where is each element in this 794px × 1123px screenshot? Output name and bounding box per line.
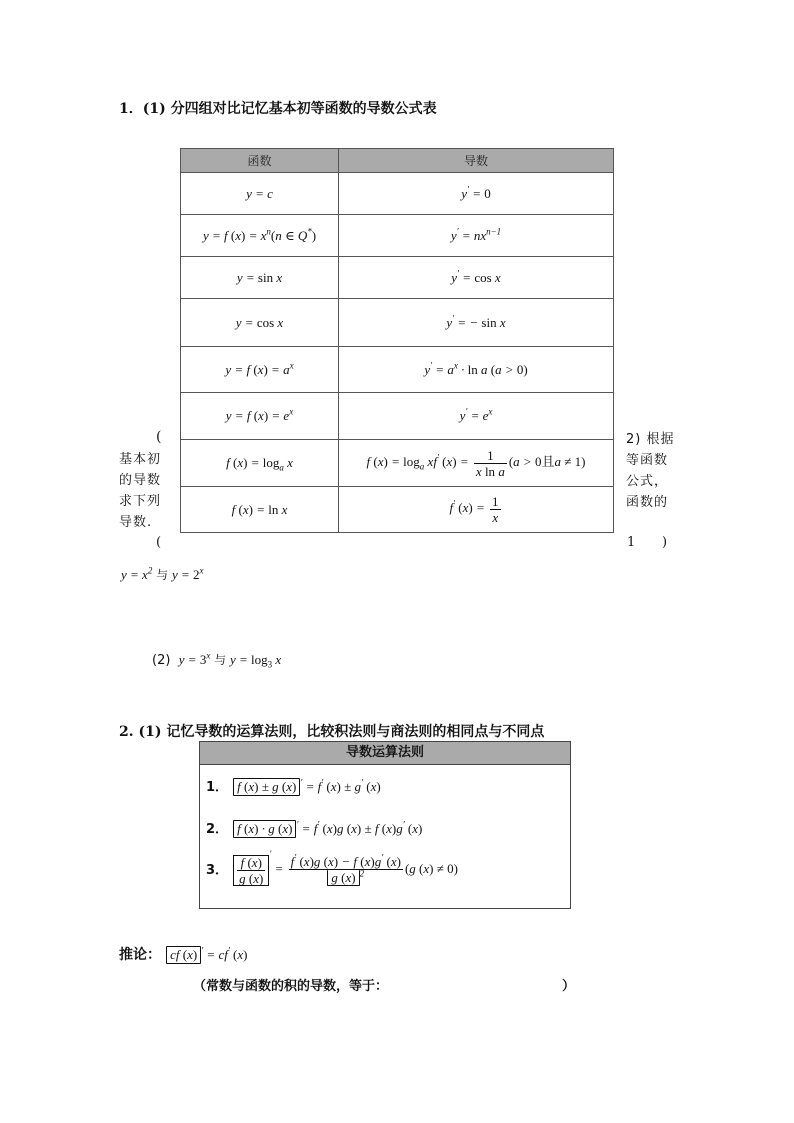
function-cell: [181, 257, 339, 299]
col-derivative-header: 导数: [339, 149, 614, 173]
rule-number: 2．: [206, 822, 229, 837]
derivative-cell: [339, 173, 614, 215]
rule-3: [206, 849, 458, 886]
table-row: [181, 215, 614, 257]
function-cell: [181, 215, 339, 257]
formula: y = f $(x) = x^n(n$ ∈ Q*): [202, 226, 317, 243]
left-side-text: [119, 449, 161, 533]
formula: $y' = e^x$: [459, 406, 493, 423]
formula: f′ (x) = $\frac{1}{x}$: [449, 494, 499, 525]
derivative-cell: [339, 257, 614, 299]
function-cell: [181, 173, 339, 215]
derivative-cell: [339, 440, 614, 487]
table-row: [181, 393, 614, 440]
left-paren-2: (: [156, 535, 162, 550]
formula: f (x) = ln x: [231, 501, 288, 517]
formula: y = f $(x) = e^x$: [225, 406, 294, 423]
formula: cf (x) ′ = cf′ (x): [166, 947, 247, 962]
formula: $y' = nx^{n-1}$: [450, 226, 502, 243]
inference: [119, 944, 248, 964]
derivative-cell: [339, 393, 614, 440]
right-side-line: 函数的: [626, 495, 669, 510]
formula: f (x) · g (x) ′ = f′ (x)g (x) ± f (x)g′ (x): [233, 821, 422, 836]
left-side-line: 导数.: [119, 515, 153, 530]
note-close: ）: [562, 979, 576, 994]
formula: y′ = cos x: [451, 268, 501, 285]
formula: y = f $(x) = a^x$: [225, 360, 294, 377]
exercise-2-label: (2): [152, 653, 171, 668]
function-cell: [181, 440, 339, 487]
formula: y′ = − sin x: [446, 313, 506, 330]
formula: $y = 3^x$ 与 $y = \log_3 x$: [175, 650, 282, 670]
table-row: [181, 347, 614, 393]
section2-title: 2. (1) 记忆导数的运算法则，比较积法则与商法则的相同点与不同点: [119, 724, 545, 740]
formula: y = cos x: [235, 314, 284, 330]
rule-number: 1．: [206, 780, 229, 795]
right-side-line: 等函数: [626, 453, 669, 468]
table-row: [181, 440, 614, 487]
left-side-line: 的导数: [119, 473, 162, 488]
rule-1: [206, 776, 381, 796]
formula: f (x) ± g (x) ′ = f′ (x) ± g′ (x): [233, 779, 381, 794]
left-side-line: 基本初: [119, 452, 162, 467]
formula: $y' = a^x \cdot \ln a$ (a > 0): [424, 360, 528, 377]
formula: y′ = 0: [461, 184, 491, 201]
function-cell: [181, 299, 339, 347]
formula: $\frac{f (x)}{g (x)}$ ′ = $\frac{f' (x)g (x) - f (x)g' (x)}{g (x) ^2}$ (g (x) ≠ 0): [233, 861, 458, 876]
right-marker: 1: [627, 535, 636, 550]
table-row: [181, 257, 614, 299]
derivative-cell: [339, 487, 614, 533]
formula: f $(x) = \log_a x$: [226, 455, 293, 473]
left-side-line: 求下列: [119, 494, 162, 509]
rule-number: 3．: [206, 862, 229, 878]
function-cell: [181, 347, 339, 393]
derivative-table: [180, 148, 614, 533]
rule-2: [206, 818, 422, 838]
right-paren: ): [662, 535, 668, 550]
rules-box: [199, 741, 571, 909]
formula: $y = x^2$ 与 $y = 2^x$: [121, 565, 204, 582]
exercise-2: [152, 649, 281, 668]
left-paren: (: [156, 429, 162, 445]
note-text: （常数与函数的积的导数，等于：: [193, 979, 389, 994]
section1-title: 1．(1) 分四组对比记忆基本初等函数的导数公式表: [119, 101, 437, 117]
rules-header: 导数运算法则: [200, 742, 570, 765]
function-cell: [181, 487, 339, 533]
formula: f $(x) = \log_a xf'$ (x) = $\frac{1}{\text{x ln a}}$ (a > 0且a ≠ 1): [366, 447, 586, 479]
col-function-header: 函数: [181, 149, 339, 173]
derivative-cell: [339, 299, 614, 347]
right-side-text: [626, 429, 674, 513]
formula: y = c: [246, 185, 273, 201]
exercise-1: [121, 564, 204, 583]
right-side-line: 公式，: [626, 474, 669, 489]
table-row: [181, 487, 614, 533]
formula: y = sin x: [236, 269, 283, 285]
table-row: [181, 299, 614, 347]
derivative-cell: [339, 215, 614, 257]
inference-label: 推论：: [119, 947, 161, 963]
function-cell: [181, 393, 339, 440]
derivative-cell: [339, 347, 614, 393]
table-row: [181, 173, 614, 215]
right-side-line: 2) 根据: [626, 432, 675, 447]
